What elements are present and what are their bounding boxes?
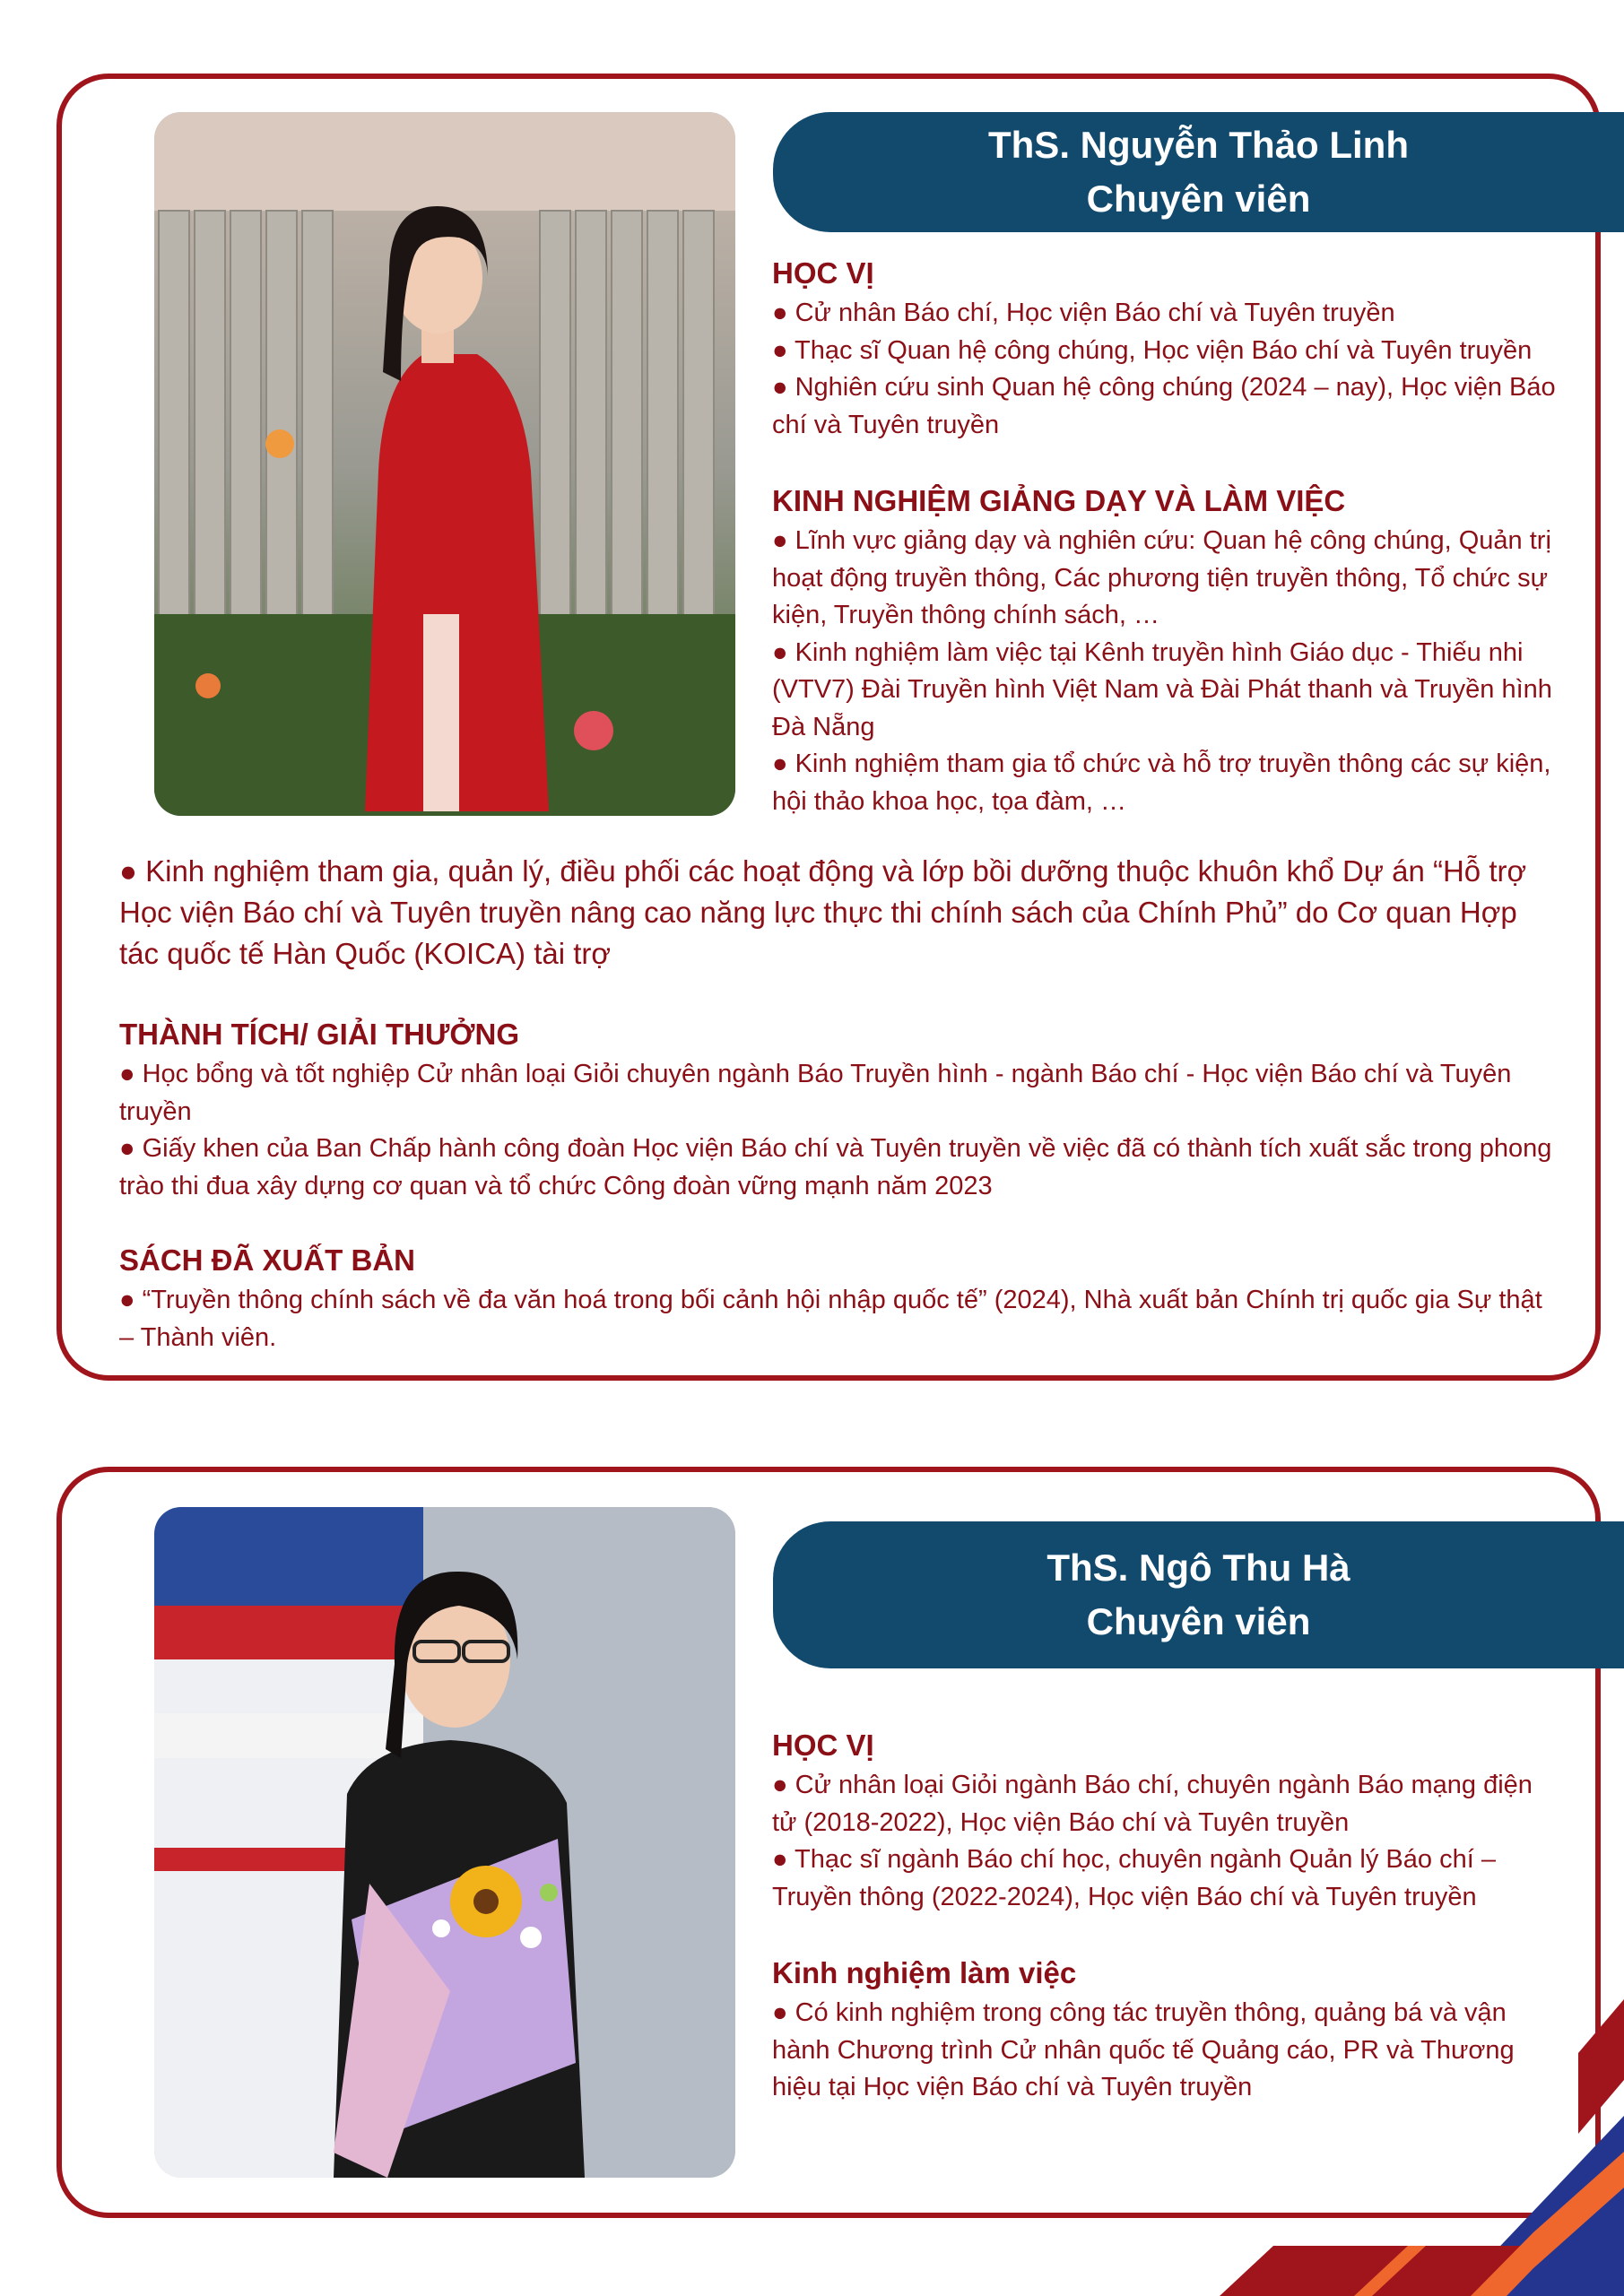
profile-role: Chuyên viên [1086,178,1311,220]
list-item: ● Kinh nghiệm tham gia, quản lý, điều phối các hoạt động và lớp bồi dưỡng thuộc khuôn khổ Dự án “Hỗ trợ Học viện Báo chí và Tuyên truyền nâng cao năng lực thực thi chính sách của Chính Phủ” do Cơ quan Hợp tác quốc tế Hàn Quốc (KOICA) tài trợ [119,854,1527,970]
profile-title-2 [773,1521,1624,1668]
profile-title-1 [773,112,1624,232]
corner-stripes-decoration [1112,1999,1624,2296]
list-item: ● Thạc sĩ Quan hệ công chúng, Học viện Báo chí và Tuyên truyền [772,335,1533,365]
profile-name: ThS. Ngô Thu Hà [1046,1547,1350,1589]
list-item: ● Thạc sĩ ngành Báo chí học, chuyên ngành Quản lý Báo chí – Truyền thông (2022-2024), Học viện Báo chí và Tuyên truyền [772,1845,1496,1911]
section-heading: THÀNH TÍCH/ GIẢI THƯỞNG [119,1018,519,1051]
list-item: ● Lĩnh vực giảng dạy và nghiên cứu: Quan hệ công chúng, Quản trị hoạt động truyền thông, Các phương tiện truyền thông, Tổ chức sự kiện, Truyền thông chính sách, … [772,526,1551,629]
list-item: ● Giấy khen của Ban Chấp hành công đoàn Học viện Báo chí và Tuyên truyền về việc đã có thành tích xuất sắc trong phong trào thi đua xây dựng cơ quan và tổ chức Công đoàn vững mạnh năm 2023 [119,1134,1552,1200]
section-heading: HỌC VỊ [772,1728,874,1762]
stripe-red [1578,1999,1624,2134]
list-item: ● Kinh nghiệm làm việc tại Kênh truyền hình Giáo dục - Thiếu nhi (VTV7) Đài Truyền hình Việt Nam và Đài Phát thanh và Truyền hình Đà Nẵng [772,637,1552,741]
section-heading: SÁCH ĐÃ XUẤT BẢN [119,1243,415,1277]
section-heading: Kinh nghiệm làm việc [772,1956,1077,1989]
portrait-photo-icon [154,112,735,816]
list-item: ● Kinh nghiệm tham gia tổ chức và hỗ trợ truyền thông các sự kiện, hội thảo khoa học, tọa đàm, … [772,749,1551,816]
section-heading: KINH NGHIỆM GIẢNG DẠY VÀ LÀM VIỆC [772,484,1346,517]
section-heading: HỌC VỊ [772,256,874,290]
list-item: ● Cử nhân loại Giỏi ngành Báo chí, chuyên ngành Báo mạng điện tử (2018-2022), Học viện Báo chí và Tuyên truyền [772,1771,1533,1837]
list-item: ● Nghiên cứu sinh Quan hệ công chúng (2024 – nay), Học viện Báo chí và Tuyên truyền [772,373,1556,439]
profile-photo-1 [154,112,735,816]
profile-photo-2 [154,1507,735,2178]
list-item: ● Học bổng và tốt nghiệp Cử nhân loại Giỏi chuyên ngành Báo Truyền hình - ngành Báo chí - Học viện Báo chí và Tuyên truyền [119,1060,1512,1126]
profile-1-continued-item [119,851,1536,975]
list-item: ● Cử nhân Báo chí, Học viện Báo chí và Tuyên truyền [772,299,1395,327]
list-item: ● “Truyền thông chính sách về đa văn hoá trong bối cảnh hội nhập quốc tế” (2024), Nhà xuất bản Chính trị quốc gia Sự thật – Thành viên. [119,1286,1542,1352]
list-item: ● Có kinh nghiệm trong công tác truyền thông, quảng bá và vận hành Chương trình Cử nhân quốc tế Quảng cáo, PR và Thương hiệu tại Học viện Báo chí và Tuyên truyền [772,1998,1515,2101]
portrait-photo-icon [154,1507,735,2178]
profile-1-right-column [772,252,1579,820]
profile-1-lower-sections [119,1013,1563,1356]
profile-role: Chuyên viên [1086,1600,1311,1642]
profile-name: ThS. Nguyễn Thảo Linh [988,124,1409,166]
